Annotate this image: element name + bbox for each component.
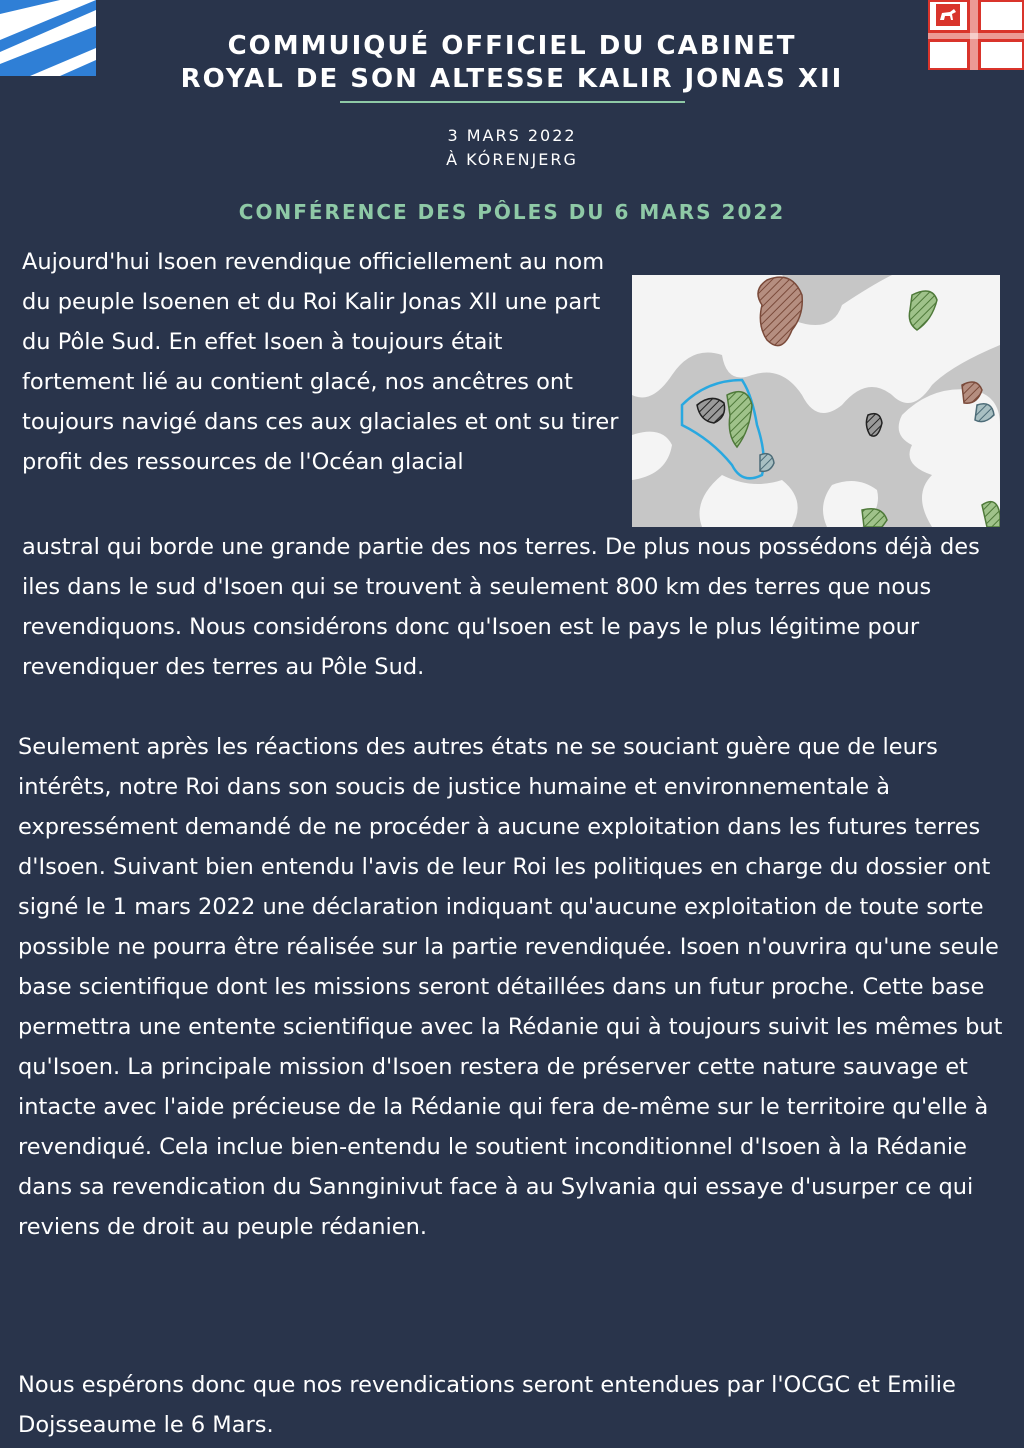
date-block bbox=[0, 124, 1024, 172]
title-line-2: ROYAL DE SON ALTESSE KALIR JONAS XII bbox=[180, 64, 844, 94]
paragraph-intro: Aujourd'hui Isoen revendique officiellement au nom du peuple Isoenen et du Roi Kalir Jonas XII une part du Pôle Sud. En effet Isoen à toujours était fortement lié au contient glacé, nos ancêtres ont toujours navigé dans ces aux glaciales et ont su tirer profit des ressources de l'Océan glacial bbox=[22, 249, 619, 475]
paragraph-closing: Nous espérons donc que nos revendications seront entendues par l'OCGC et Emilie Dojsseaume le 6 Mars. bbox=[18, 1372, 956, 1438]
south-pole-map bbox=[632, 275, 1000, 527]
place-text: À KÓRENJERG bbox=[446, 150, 578, 169]
subtitle: CONFÉRENCE DES PÔLES DU 6 MARS 2022 bbox=[238, 200, 786, 224]
paragraph-continued: austral qui borde une grande partie des nos terres. De plus nous possédons déjà des iles dans le sud d'Isoen qui se trouvent à seulement 800 km des terres que nous revendiquons. Nous considérons donc qu'Isoen est le pays le plus légitime pour revendiquer des terres au Pôle Sud. bbox=[22, 534, 980, 680]
title-line-1: COMMUIQUÉ OFFICIEL DU CABINET bbox=[227, 31, 797, 61]
paragraph-main: Seulement après les réactions des autres états ne se souciant guère que de leurs intérêts, notre Roi dans son soucis de justice humaine et environnementale à expressément demandé de ne procéder à aucune exploitation dans les futures terres d'Isoen. Suivant bien entendu l'avis de leur Roi les politiques en charge du dossier ont signé le 1 mars 2022 une déclaration indiquant qu'aucune exploitation de toute sorte possible ne pourra être réalisée sur la partie revendiquée. Isoen n'ouvrira qu'une seule base scientifique dont les missions seront détaillées dans un futur proche. Cette base permettra une entente scientifique avec la Rédanie qui à toujours suivit les mêmes but qu'Isoen. La principale mission d'Isoen restera de préserver cette nature sauvage et intacte avec l'aide précieuse de la Rédanie qui fera de-même sur le territoire qu'elle à revendiqué. Cela inclue bien-entendu le soutient inconditionnel d'Isoen à la Rédanie dans sa revendication du Sannginivut face à au Sylvania qui essaye d'usurper ce qui reviens de droit au peuple rédanien. bbox=[18, 734, 1003, 1240]
page-title bbox=[0, 30, 1024, 96]
date-text: 3 MARS 2022 bbox=[447, 126, 577, 145]
title-underline bbox=[340, 101, 685, 103]
